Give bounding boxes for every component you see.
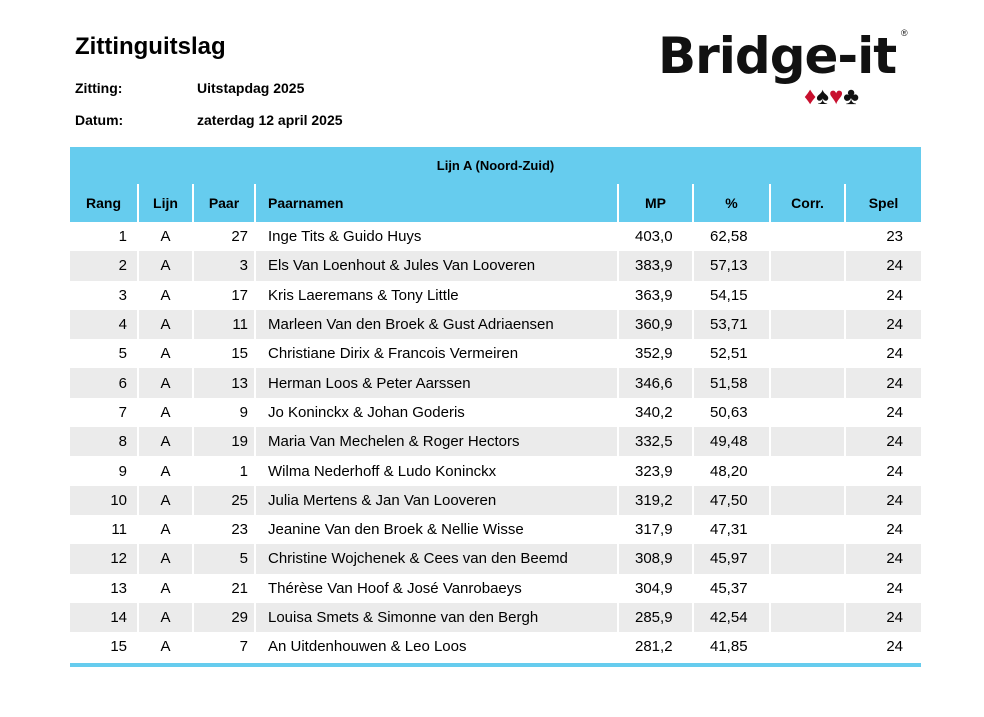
cell-paarnamen: Els Van Loenhout & Jules Van Looveren xyxy=(255,251,618,280)
cell-pct: 48,20 xyxy=(693,456,770,485)
cell-corr xyxy=(770,544,845,573)
cell-rang: 13 xyxy=(110,579,127,597)
cell-spel: 24 xyxy=(845,310,921,339)
cell-spel: 24 xyxy=(845,368,921,397)
cell-lijn: A xyxy=(138,368,193,397)
col-header-paarnamen: Paarnamen xyxy=(255,184,618,222)
table-row xyxy=(70,222,921,251)
cell-paar: 23 xyxy=(193,515,255,544)
table-row xyxy=(70,632,921,661)
table-row xyxy=(70,603,921,632)
table-row xyxy=(70,398,921,427)
cell-rang: 8 xyxy=(70,427,138,456)
cell-corr xyxy=(770,486,845,515)
cell-paar: 17 xyxy=(193,281,255,310)
cell-mp: 304,9 xyxy=(618,574,693,603)
cell-spel: 24 xyxy=(845,544,921,573)
cell-pct: 41,85 xyxy=(693,632,770,661)
cell-corr xyxy=(770,281,845,310)
cell-pct: 57,13 xyxy=(693,251,770,280)
col-header-paar: Paar xyxy=(193,184,255,222)
cell-paar: 21 xyxy=(193,574,255,603)
cell-rang: 4 xyxy=(70,310,138,339)
cell-lijn: A xyxy=(138,427,193,456)
col-header-lijn: Lijn xyxy=(138,184,193,222)
cell-paarnamen: Jo Koninckx & Johan Goderis xyxy=(255,398,618,427)
cell-pct: 54,15 xyxy=(693,281,770,310)
cell-spel: 24 xyxy=(845,339,921,368)
results-table xyxy=(70,184,921,661)
cell-paarnamen: Maria Van Mechelen & Roger Hectors xyxy=(255,427,618,456)
cell-lijn: A xyxy=(138,574,193,603)
cell-paar: 25 xyxy=(193,486,255,515)
cell-lijn: A xyxy=(138,251,193,280)
cell-mp: 281,2 xyxy=(618,632,693,661)
cell-paar: 19 xyxy=(193,427,255,456)
cell-paarnamen: Christiane Dirix & Francois Vermeiren xyxy=(255,339,618,368)
table-row xyxy=(70,427,921,456)
cell-lijn: A xyxy=(138,544,193,573)
cell-mp: 319,2 xyxy=(618,486,693,515)
cell-rang: 6 xyxy=(70,368,138,397)
cell-lijn: A xyxy=(138,310,193,339)
cell-rang: 5 xyxy=(118,345,127,363)
cell-paar: 7 xyxy=(193,632,255,661)
bottom-rule xyxy=(70,663,921,667)
cell-pct: 49,48 xyxy=(693,427,770,456)
cell-mp: 363,9 xyxy=(618,281,693,310)
table-row xyxy=(70,339,921,368)
spade-icon: ♠ xyxy=(816,83,829,110)
header-row xyxy=(70,184,921,222)
cell-corr xyxy=(770,251,845,280)
cell-rang: 1 xyxy=(118,228,127,246)
cell-paar: 15 xyxy=(193,339,255,368)
cell-pct: 51,58 xyxy=(693,368,770,397)
cell-paarnamen: Marleen Van den Broek & Gust Adriaensen xyxy=(255,310,618,339)
cell-paarnamen: Thérèse Van Hoof & José Vanrobaeys xyxy=(255,574,618,603)
cell-corr xyxy=(770,339,845,368)
table-row xyxy=(70,310,921,339)
cell-paarnamen: Wilma Nederhoff & Ludo Koninckx xyxy=(255,456,618,485)
table-row xyxy=(70,281,921,310)
cell-spel: 24 xyxy=(845,574,921,603)
cell-spel: 24 xyxy=(845,251,921,280)
table-row xyxy=(70,251,921,280)
cell-spel: 24 xyxy=(845,427,921,456)
table-row xyxy=(70,368,921,397)
cell-rang: 12 xyxy=(70,544,138,573)
cell-spel: 24 xyxy=(845,398,921,427)
col-header-corr: Corr. xyxy=(770,184,845,222)
cell-corr xyxy=(770,515,845,544)
cell-corr xyxy=(770,632,845,661)
cell-pct: 50,63 xyxy=(693,398,770,427)
cell-paarnamen: Louisa Smets & Simonne van den Bergh xyxy=(255,603,618,632)
table-row xyxy=(70,574,921,603)
cell-paar: 1 xyxy=(193,456,255,485)
cell-lijn: A xyxy=(138,456,193,485)
cell-lijn: A xyxy=(138,398,193,427)
registered-mark: ® xyxy=(901,28,908,38)
cell-mp: 308,9 xyxy=(618,544,693,573)
cell-paarnamen: Julia Mertens & Jan Van Looveren xyxy=(255,486,618,515)
cell-pct: 45,97 xyxy=(693,544,770,573)
cell-pct: 53,71 xyxy=(693,310,770,339)
cell-pct: 52,51 xyxy=(693,339,770,368)
cell-mp: 403,0 xyxy=(618,222,693,251)
cell-mp: 332,5 xyxy=(618,427,693,456)
cell-mp: 317,9 xyxy=(618,515,693,544)
session-label: Zitting: xyxy=(75,80,123,96)
cell-paarnamen: Inge Tits & Guido Huys xyxy=(255,222,618,251)
col-header-rang: Rang xyxy=(70,184,138,222)
cell-paar: 27 xyxy=(193,222,255,251)
col-header-pct: % xyxy=(693,184,770,222)
cell-spel: 24 xyxy=(845,281,921,310)
cell-lijn: A xyxy=(138,632,193,661)
table-row xyxy=(70,456,921,485)
club-icon: ♣ xyxy=(843,83,859,110)
date-label: Datum: xyxy=(75,112,124,128)
cell-lijn: A xyxy=(138,339,193,368)
cell-corr xyxy=(770,310,845,339)
cell-pct: 42,54 xyxy=(693,603,770,632)
cell-spel: 24 xyxy=(845,603,921,632)
cell-corr xyxy=(770,222,845,251)
page-title: Zittinguitslag xyxy=(75,33,226,60)
cell-rang: 11 xyxy=(111,521,127,539)
cell-paar: 5 xyxy=(193,544,255,573)
date-value: zaterdag 12 april 2025 xyxy=(197,112,343,128)
cell-mp: 340,2 xyxy=(618,398,693,427)
cell-paar: 13 xyxy=(193,368,255,397)
cell-mp: 352,9 xyxy=(618,339,693,368)
cell-rang: 10 xyxy=(70,486,138,515)
cell-paar: 11 xyxy=(193,310,255,339)
cell-corr xyxy=(770,456,845,485)
cell-paarnamen: Christine Wojchenek & Cees van den Beemd xyxy=(255,544,618,573)
table-row xyxy=(70,544,921,573)
cell-pct: 47,50 xyxy=(693,486,770,515)
cell-corr xyxy=(770,368,845,397)
cell-mp: 285,9 xyxy=(618,603,693,632)
session-value: Uitstapdag 2025 xyxy=(197,80,305,96)
cell-corr xyxy=(770,603,845,632)
diamond-icon: ♦ xyxy=(804,83,817,110)
cell-mp: 383,9 xyxy=(618,251,693,280)
cell-pct: 45,37 xyxy=(693,574,770,603)
cell-pct: 62,58 xyxy=(693,222,770,251)
results-section xyxy=(70,147,921,667)
cell-mp: 346,6 xyxy=(618,368,693,397)
bridge-it-logo xyxy=(658,26,918,116)
cell-rang: 2 xyxy=(70,251,138,280)
cell-lijn: A xyxy=(138,603,193,632)
cell-spel: 24 xyxy=(845,515,921,544)
card-suits xyxy=(804,82,859,112)
table-row xyxy=(70,486,921,515)
section-title: Lijn A (Noord-Zuid) xyxy=(70,147,921,184)
cell-paar: 3 xyxy=(193,251,255,280)
cell-lijn: A xyxy=(138,222,193,251)
cell-paarnamen: Kris Laeremans & Tony Little xyxy=(255,281,618,310)
logo-text: Bridge-it xyxy=(658,27,897,85)
col-header-mp: MP xyxy=(618,184,693,222)
cell-lijn: A xyxy=(138,486,193,515)
cell-paarnamen: Jeanine Van den Broek & Nellie Wisse xyxy=(255,515,618,544)
cell-rang: 9 xyxy=(118,462,127,480)
cell-spel: 24 xyxy=(845,456,921,485)
cell-paarnamen: An Uitdenhouwen & Leo Loos xyxy=(255,632,618,661)
cell-rang: 14 xyxy=(70,603,138,632)
cell-rang: 15 xyxy=(110,638,127,656)
cell-mp: 360,9 xyxy=(618,310,693,339)
heart-icon: ♥ xyxy=(829,83,844,110)
cell-spel: 24 xyxy=(845,486,921,515)
cell-rang: 7 xyxy=(118,403,127,421)
cell-lijn: A xyxy=(138,515,193,544)
cell-corr xyxy=(770,398,845,427)
cell-rang: 3 xyxy=(118,286,127,304)
cell-corr xyxy=(770,574,845,603)
cell-corr xyxy=(770,427,845,456)
table-row xyxy=(70,515,921,544)
cell-paar: 29 xyxy=(193,603,255,632)
cell-spel: 23 xyxy=(845,222,921,251)
cell-spel: 24 xyxy=(845,632,921,661)
col-header-spel: Spel xyxy=(845,184,921,222)
cell-paarnamen: Herman Loos & Peter Aarssen xyxy=(255,368,618,397)
cell-pct: 47,31 xyxy=(693,515,770,544)
cell-mp: 323,9 xyxy=(618,456,693,485)
cell-paar: 9 xyxy=(193,398,255,427)
cell-lijn: A xyxy=(138,281,193,310)
